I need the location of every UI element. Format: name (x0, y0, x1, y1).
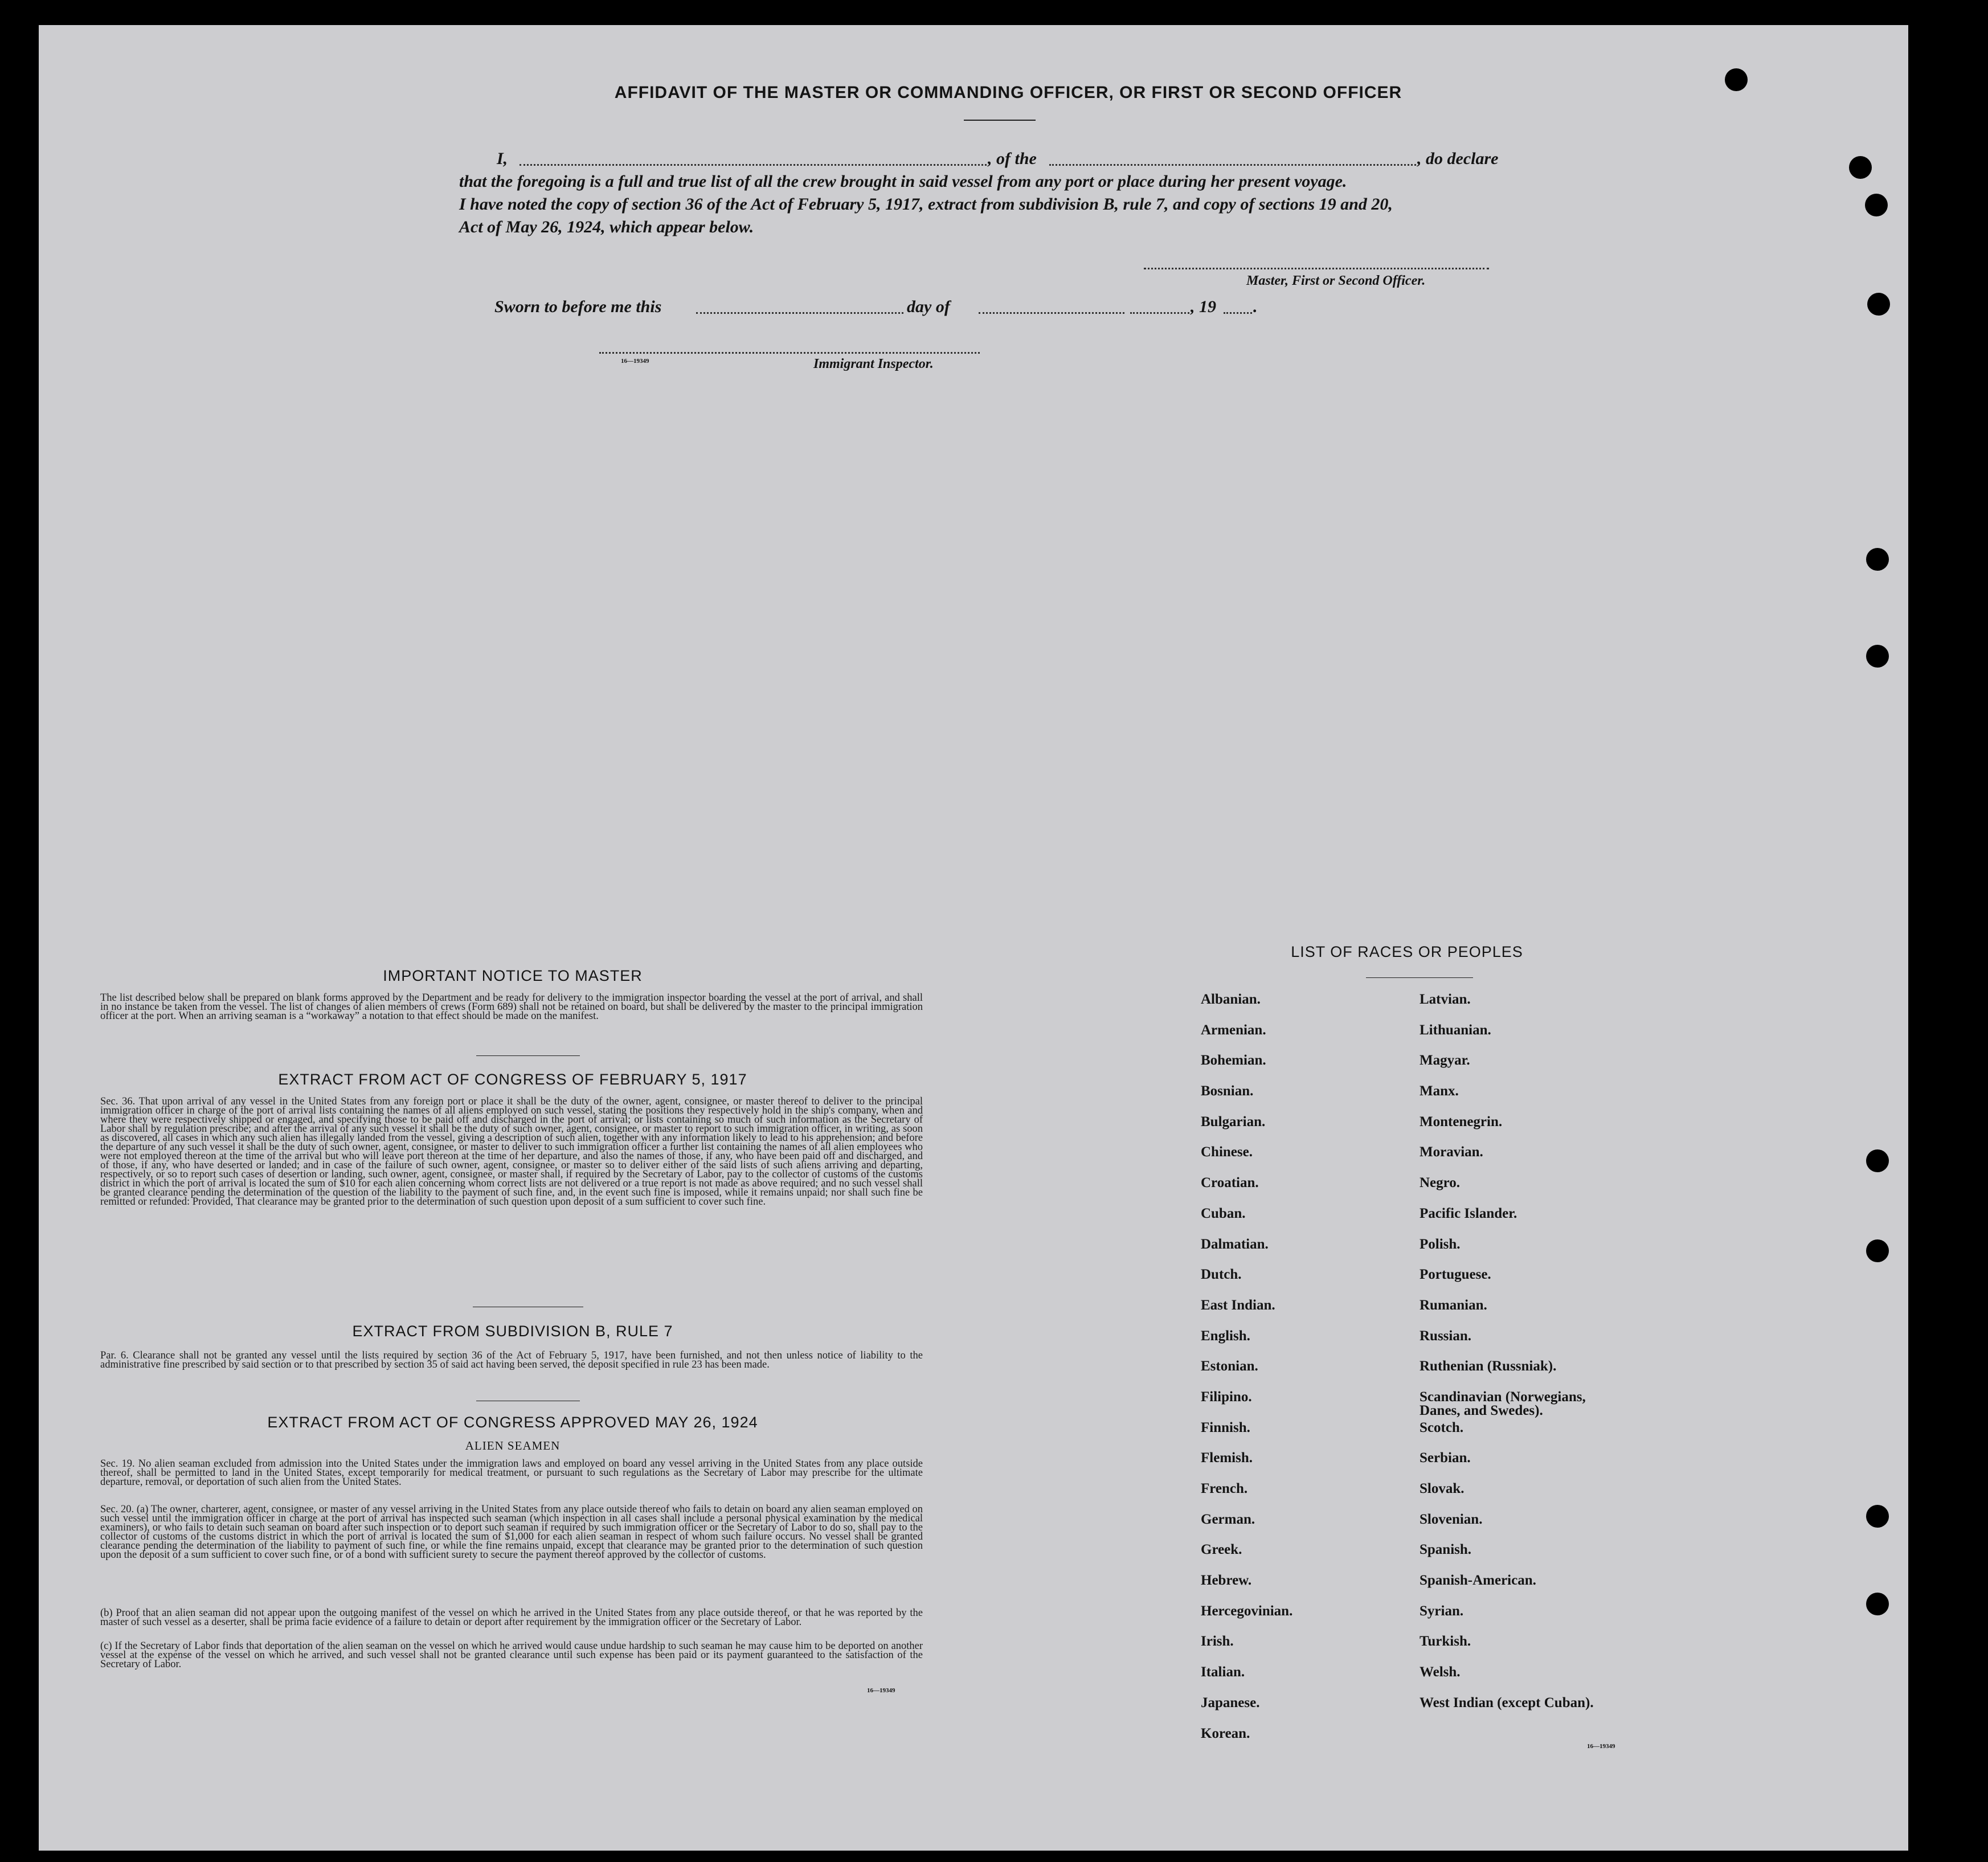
binder-hole (1866, 1239, 1889, 1262)
race-item: English. (1201, 1328, 1250, 1344)
declaration-line-3: I have noted the copy of section 36 of the Act of February 5, 1917, extract from subdivision B, rule 7, and copy of sections 19 and 20, (459, 195, 1393, 214)
vessel-name-field[interactable] (1049, 164, 1416, 166)
race-item: Hebrew. (1201, 1573, 1252, 1589)
race-item: Flemish. (1201, 1450, 1253, 1466)
race-item: Irish. (1201, 1634, 1234, 1650)
race-item: Filipino. (1201, 1389, 1252, 1405)
inspector-caption: Immigrant Inspector. (813, 357, 934, 371)
race-item: Danes, and Swedes). (1420, 1402, 1543, 1418)
race-item: Russian. (1420, 1328, 1472, 1344)
race-item: Portuguese. (1420, 1267, 1491, 1283)
race-item: Welsh. (1420, 1664, 1461, 1680)
races-title-underline (1366, 977, 1473, 978)
binder-hole (1867, 293, 1890, 316)
race-item: Estonian. (1201, 1358, 1258, 1374)
race-item: Bosnian. (1201, 1083, 1254, 1099)
declaration-line-2: that the foregoing is a full and true list of all the crew brought in said vessel from any port or place during her present voyage. (459, 172, 1347, 191)
race-item: Hercegovinian. (1201, 1603, 1293, 1619)
race-item: Spanish-American. (1420, 1573, 1536, 1589)
notice-title: IMPORTANT NOTICE TO MASTER (383, 967, 643, 984)
sworn-day-field[interactable] (696, 312, 903, 314)
of-the-label: , of the (988, 149, 1037, 168)
race-item: Spanish. (1420, 1542, 1472, 1558)
race-item: Latvian. (1420, 992, 1471, 1007)
race-item: Italian. (1201, 1664, 1245, 1680)
race-item: Cuban. (1201, 1205, 1246, 1221)
race-item: Armenian. (1201, 1022, 1266, 1038)
extract-1924-sec20c: (c) If the Secretary of Labor finds that deportation of the alien seaman on the vessel on which he arrived would cause undue hardship to such seaman he may cause him to be deported on another vessel at the expense of the vessel on which he arrived, and such vessel shall not be granted clearance until such expense has been paid or its payment guaranteed to the satisfaction of the Secretary of Labor. (100, 1640, 923, 1670)
race-item: Turkish. (1420, 1634, 1471, 1650)
race-item: Bulgarian. (1201, 1114, 1266, 1130)
race-item: Polish. (1420, 1236, 1461, 1252)
extract-rule7-title: EXTRACT FROM SUBDIVISION B, RULE 7 (352, 1323, 673, 1340)
race-item: Finnish. (1201, 1419, 1250, 1435)
sworn-month-field-2[interactable] (1130, 312, 1189, 314)
race-item: French. (1201, 1481, 1248, 1496)
race-item: Scandinavian (Norwegians, (1420, 1389, 1586, 1405)
race-item: Serbian. (1420, 1450, 1471, 1466)
binder-hole (1865, 194, 1888, 216)
binder-hole (1866, 1505, 1889, 1528)
race-item: German. (1201, 1511, 1255, 1527)
section-divider (476, 1055, 580, 1056)
race-item: West Indian (except Cuban). (1420, 1695, 1594, 1710)
race-item: Slovak. (1420, 1481, 1465, 1496)
race-item: Korean. (1201, 1725, 1250, 1741)
race-item: Chinese. (1201, 1144, 1253, 1160)
race-item: Rumanian. (1420, 1297, 1487, 1313)
form-number: 16—19349 (1587, 1743, 1615, 1750)
extract-1917-title: EXTRACT FROM ACT OF CONGRESS OF FEBRUARY 5, 1917 (278, 1071, 747, 1088)
binder-hole (1866, 1149, 1889, 1172)
races-column-2 (1420, 991, 1594, 1725)
races-title: LIST OF RACES OR PEOPLES (1291, 943, 1523, 960)
race-item: Bohemian. (1201, 1053, 1266, 1069)
binder-hole (1849, 156, 1872, 179)
declarant-label: I, (497, 149, 508, 168)
year-end-label: . (1253, 297, 1258, 316)
race-item: Syrian. (1420, 1603, 1464, 1619)
binder-hole (1866, 548, 1889, 571)
race-item: Dalmatian. (1201, 1236, 1269, 1252)
race-item: Croatian. (1201, 1175, 1259, 1191)
notice-text: The list described below shall be prepared on blank forms approved by the Department and be ready for delivery to the immigration inspector boarding the vessel at the port of arrival, and shall in no instance be taken from the vessel. The list of changes of alien members of crews (Form 689) shall not be retained on board, but shall be delivered by the master to the principal immigration officer at the port. When an arriving seaman is a “workaway” a notation to that effect should be made on the manifest. (100, 992, 923, 1022)
race-item: Ruthenian (Russniak). (1420, 1358, 1557, 1374)
extract-1924-sec20a: Sec. 20. (a) The owner, charterer, agent, consignee, or master of any vessel arriving in the United States from any place outside thereof who fails to detain on board any alien seaman employed on such vessel until the immigration officer in charge at the port of arrival has inspected such seaman (which inspection in all cases shall include a personal physical examination by the medical examiners), or who fails to detain such seaman on board after such inspection or to deport such seaman if required by such immigration officer or the Secretary of Labor to do so, shall pay to the collector of customs of the customs district in which the port of arrival is located the sum of $1,000 for each alien seaman in respect of whom such failure occurs. No vessel shall be granted clearance pending the determination of the liability to payment of such fine, or while the fine remains unpaid, except that clearance may be granted prior to the determination of such question upon the deposit of a sum sufficient to cover such fine, or of a bond with sufficient surety to secure the payment thereof approved by the collector of customs. (100, 1504, 923, 1561)
year-prefix-label: , 19 (1191, 297, 1216, 316)
declare-label: , do declare (1417, 149, 1499, 168)
race-item: Negro. (1420, 1175, 1461, 1191)
race-item: East Indian. (1201, 1297, 1275, 1313)
race-item: Scotch. (1420, 1419, 1464, 1435)
sworn-year-field[interactable] (1224, 312, 1252, 314)
binder-hole (1725, 68, 1748, 91)
binder-hole (1866, 1593, 1889, 1615)
race-item: Magyar. (1420, 1053, 1470, 1069)
declarant-name-field[interactable] (520, 164, 987, 166)
declaration-line-4: Act of May 26, 1924, which appear below. (459, 218, 754, 236)
extract-1924-title: EXTRACT FROM ACT OF CONGRESS APPROVED MAY 26, 1924 (267, 1414, 758, 1431)
extract-1924-sec19: Sec. 19. No alien seaman excluded from admission into the United States under the immigration laws and employed on board any vessel arriving in the United States from any place outside thereof, shall be permitted to land in the United States, except temporarily for medical treatment, or pursuant to such regulations as the Secretary of Labor may prescribe for the ultimate departure, removal, or deportation of such alien from the United States. (100, 1458, 923, 1488)
signer-caption: Master, First or Second Officer. (1246, 273, 1426, 288)
binder-hole (1866, 645, 1889, 668)
race-item: Lithuanian. (1420, 1022, 1491, 1038)
race-item: Albanian. (1201, 992, 1261, 1007)
alien-seamen-subtitle: ALIEN SEAMEN (465, 1439, 561, 1452)
title-underline (964, 120, 1036, 121)
race-item: Moravian. (1420, 1144, 1483, 1160)
day-of-label: day of (907, 297, 950, 316)
form-number: 16—19349 (621, 358, 649, 365)
race-item: Pacific Islander. (1420, 1205, 1517, 1221)
affidavit-title: AFFIDAVIT OF THE MASTER OR COMMANDING OFFICER, OR FIRST OR SECOND OFFICER (614, 83, 1402, 102)
sworn-label: Sworn to before me this (494, 297, 662, 316)
sworn-month-field[interactable] (979, 312, 1124, 314)
race-item: Greek. (1201, 1542, 1242, 1558)
extract-1917-text: Sec. 36. That upon arrival of any vessel in the United States from any foreign port or place it shall be the duty of the owner, agent, consignee, or master thereof to deliver to the principal immigration officer in charge of the port of arrival lists containing the names of all aliens employed on such vessel, stating the positions they respectively hold in the ship's company, when and where they were respectively shipped or engaged, and specifying those to be paid off and discharged in the port of arrival; or lists containing so much of such information as the Secretary of Labor shall by regulation prescribe; and after the arrival of any such vessel it shall be the duty of such owner, agent, consignee, or master to report to such immigration officer, in writing, as soon as discovered, all cases in which any such alien has illegally landed from the vessel, giving a description of such alien, together with any information likely to lead to his apprehension; and before the departure of any such vessel it shall be the duty of such owner, agent, consignee, or master to deliver to such immigration officer a further list containing the names of all alien employees who were not employed thereon at the time of the arrival but who will leave port thereon at the time of her departure, and also the names of those, if any, who have been paid off and discharged, and of those, if any, who have deserted or landed; and in case of the failure of such owner, agent, consignee, or master so to deliver either of the said lists of such aliens arriving and departing, respectively, or so to report such cases of desertion or landing, such owner, agent, consignee, or master shall, if required by the Secretary of Labor, pay to the collector of customs of the customs district in which the port of arrival is located the sum of $10 for each alien concerning whom correct lists are not delivered or a true report is not made as above required; and no such vessel shall be granted clearance pending the determination of the question of the liability to the payment of such fine, and, in the event such fine is imposed, while it remains unpaid; nor shall such fine be remitted or refunded: Provided, That clearance may be granted prior to the determination of such question upon deposit of a sum sufficient to cover such fine. (100, 1096, 923, 1208)
extract-1924-sec20b: (b) Proof that an alien seaman did not appear upon the outgoing manifest of the vessel on which he arrived in the United States from any place outside thereof, or that he was reported by the master of such vessel as a deserter, shall be prima facie evidence of a failure to detain or deport after requirement by the immigration officer or the Secretary of Labor. (100, 1607, 923, 1628)
inspector-signature-field[interactable] (599, 352, 980, 354)
race-item: Dutch. (1201, 1267, 1242, 1283)
races-column-1 (1201, 991, 1292, 1755)
race-item: Manx. (1420, 1083, 1459, 1099)
form-number: 16—19349 (867, 1687, 895, 1694)
form-sheet (39, 25, 1908, 1851)
race-item: Japanese. (1201, 1695, 1260, 1710)
race-item: Montenegrin. (1420, 1114, 1503, 1130)
master-signature-field[interactable] (1144, 268, 1489, 269)
race-item: Slovenian. (1420, 1511, 1483, 1527)
extract-rule7-text: Par. 6. Clearance shall not be granted any vessel until the lists required by section 36 of the Act of February 5, 1917, have been furnished, and not then unless notice of liability to the administrative fine prescribed by said section or to that prescribed by section 35 of said act having been served, the deposit specified in rule 23 has been made. (100, 1350, 923, 1370)
